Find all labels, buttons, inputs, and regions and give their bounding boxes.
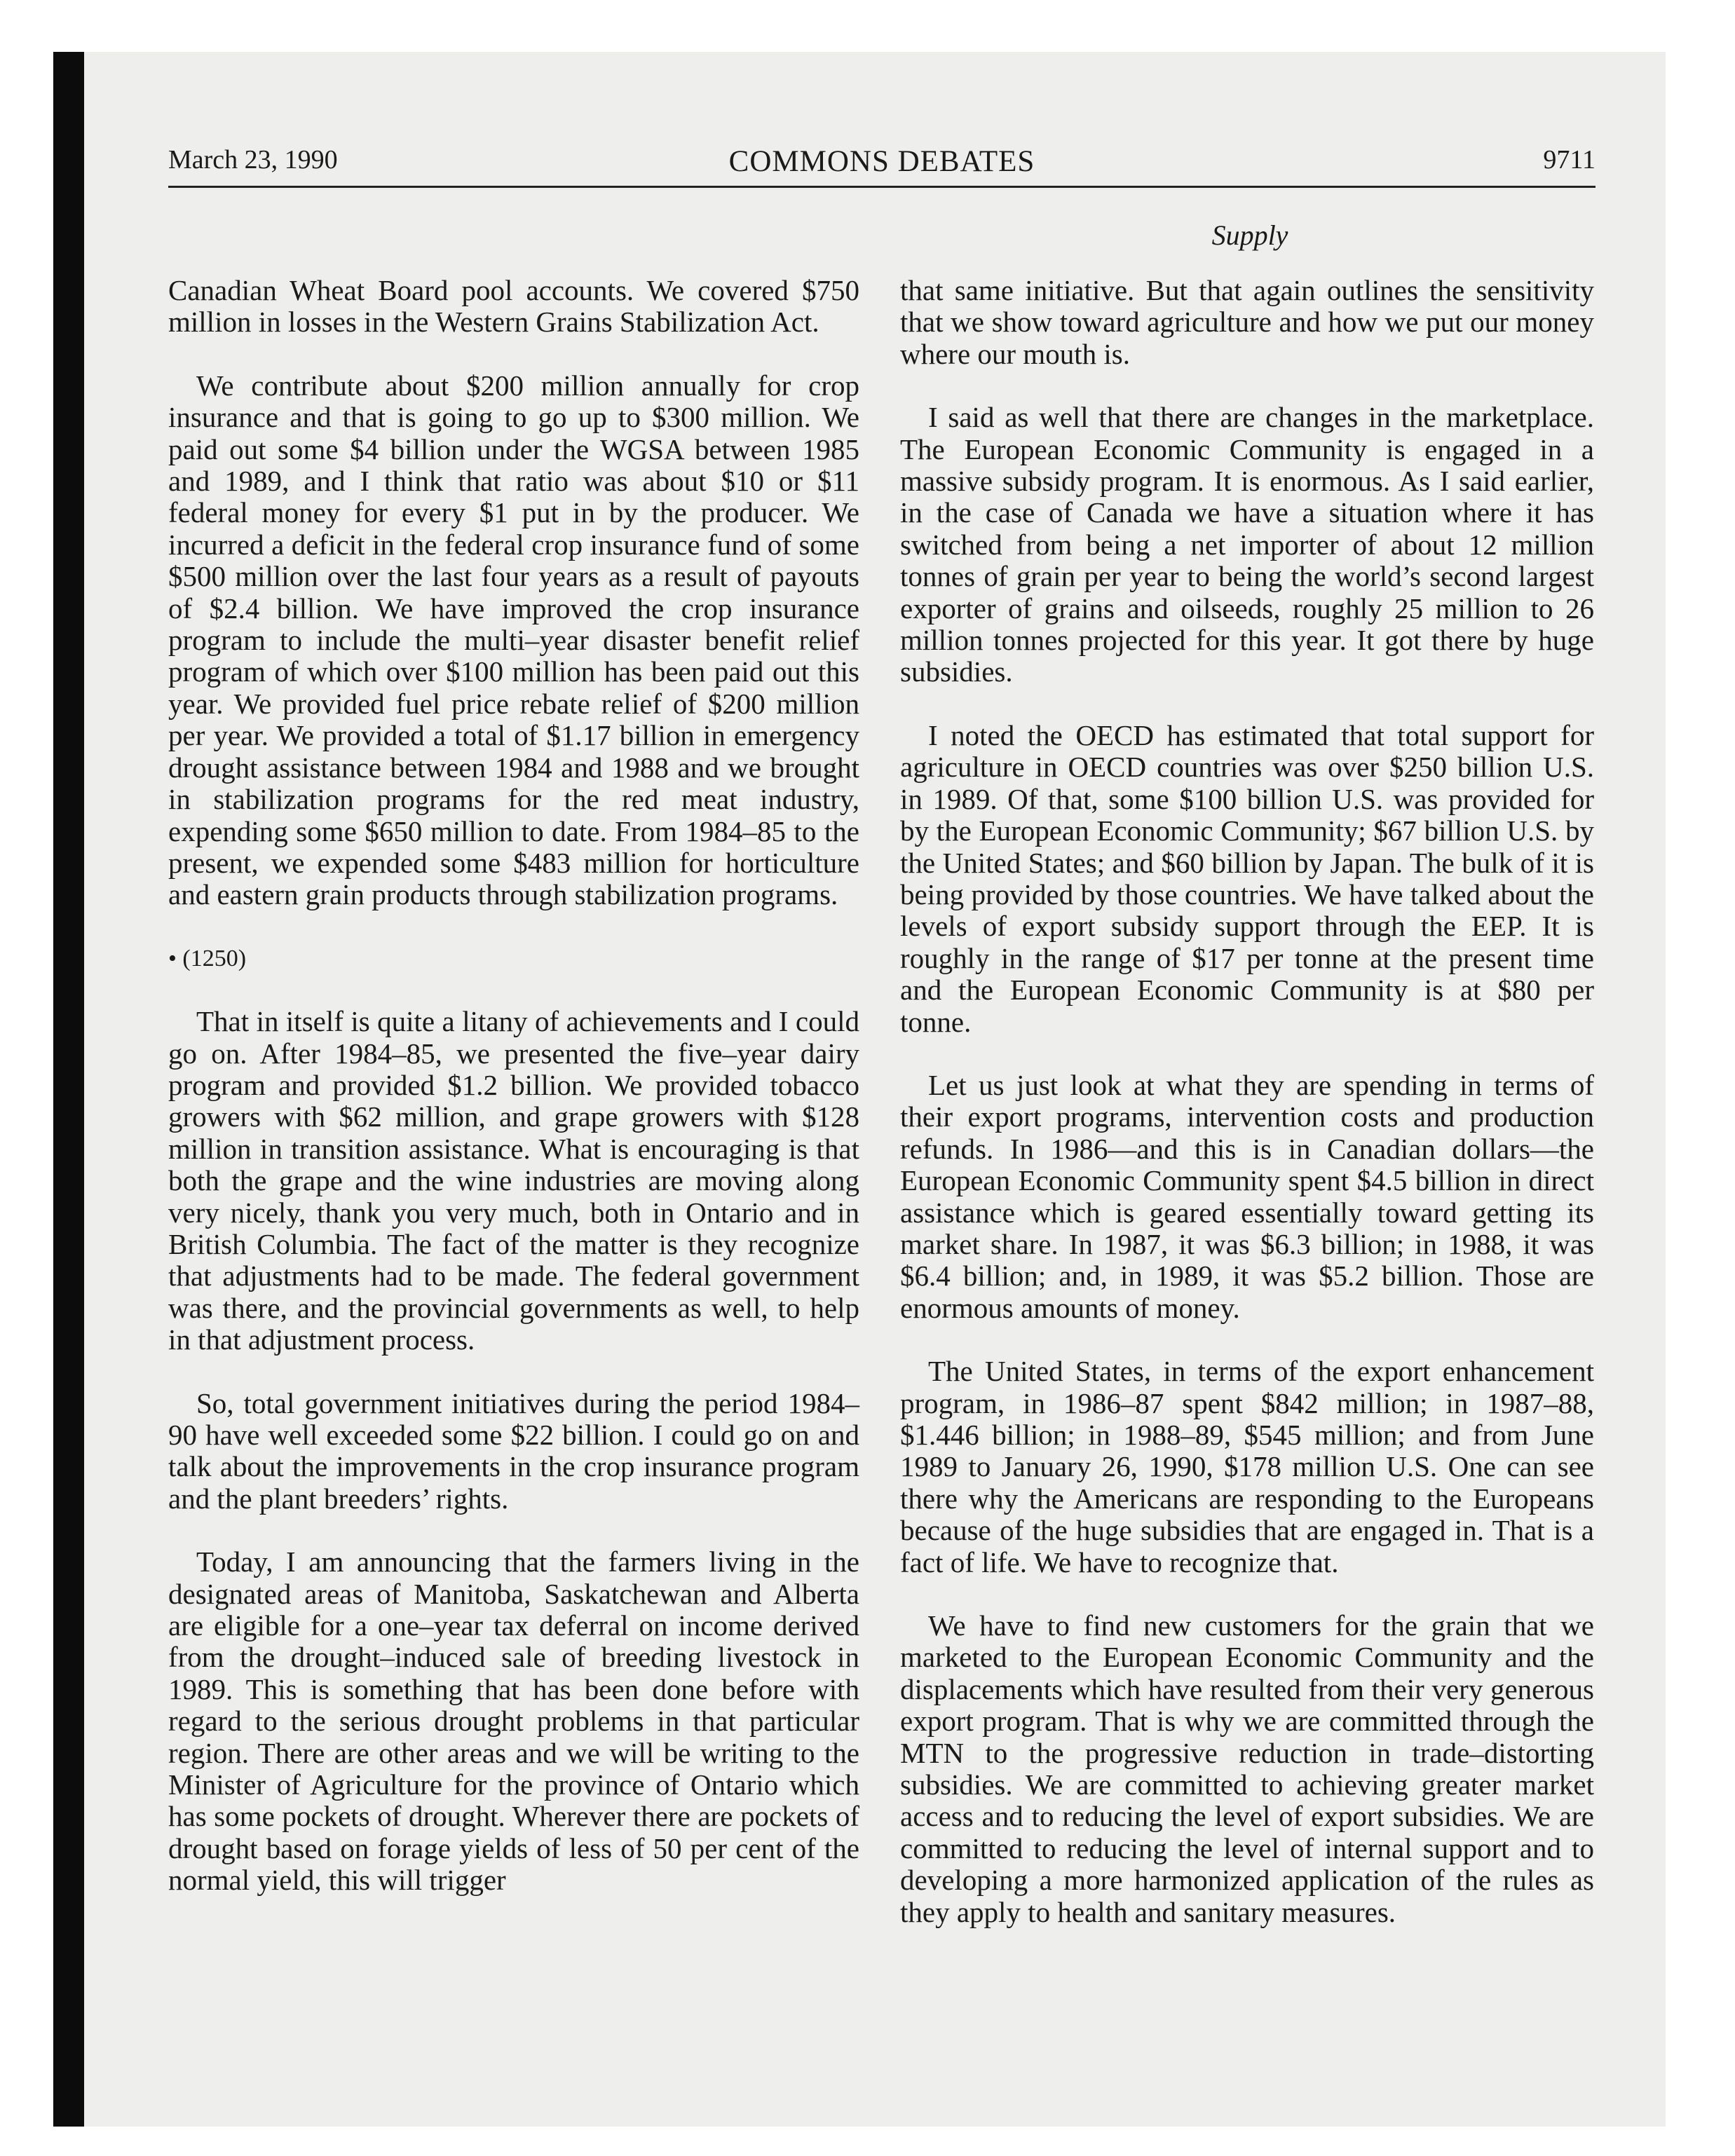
- paragraph: The United States, in terms of the export enhancement program, in 1986–87 spent $842 million; in 1987–88, $1.446 billion; in 1988–89, $545 million; and from June 1989 to January 26, 1990, $178 million U.S. One can see there why the Americans are responding to the Europeans because of the huge subsidies that are engaged in. That is a fact of life. We have to recognize that.: [900, 1355, 1594, 1578]
- header-rule: [168, 186, 1595, 188]
- paragraph: that same initiative. But that again outlines the sensitivity that we show toward agriculture and how we put our money where our mouth is.: [900, 274, 1594, 370]
- left-column: [168, 275, 859, 1928]
- paragraph: I noted the OECD has estimated that total support for agriculture in OECD countries was over $250 billion U.S. in 1989. Of that, some $100 billion U.S. was provided for by the European Economic Community; $67 billion U.S. by the United States; and $60 billion by Japan. The bulk of it is being provided by those countries. We have talked about the levels of export subsidy support through the EEP. It is roughly in the range of $17 per tonne at the present time and the European Economic Community is at $80 per tonne.: [900, 718, 1594, 1038]
- paragraph: Let us just look at what they are spending in terms of their export programs, intervention costs and production refunds. In 1986—and this is in Canadian dollars—the European Economic Community spent $4.5 billion in direct assistance which is geared essentially toward getting its market share. In 1987, it was $6.3 billion; in 1988, it was $6.4 billion; and, in 1989, it was $5.2 billion. Those are enormous amounts of money.: [900, 1068, 1594, 1324]
- paragraph: So, total government initiatives during the period 1984–90 have well exceeded some $22 billion. I could go on and talk about the improvements in the crop insurance program and the plant breeders’ rights.: [168, 1386, 859, 1515]
- section-title: Supply: [1211, 219, 1288, 251]
- paragraph: I said as well that there are changes in the marketplace. The European Economic Community is engaged in a massive subsidy program. It is enormous. As I said earlier, in the case of Canada we have a situation where it has switched from being a net importer of about 12 million tonnes of grain per year to being the world’s second largest exporter of grains and oilseeds, roughly 25 million to 26 million tonnes projected for this year. It got there by huge subsidies.: [900, 401, 1594, 688]
- page-number: 9711: [1543, 145, 1595, 175]
- header-title: COMMONS DEBATES: [728, 145, 1035, 178]
- binding-edge: [53, 52, 84, 2127]
- time-marker: • (1250): [168, 945, 247, 971]
- right-column: [900, 275, 1594, 1960]
- paragraph: We have to find new customers for the grain that we marketed to the European Economic Community and the displacements which have resulted from their very generous export program. That is why we are committed through the MTN to the progressive reduction in trade–distorting subsidies. We are committed to achieving greater market access and to reducing the level of export subsidies. We are committed to reducing the level of internal support and to developing a more harmonized application of the rules as they apply to health and sanitary measures.: [900, 1609, 1594, 1928]
- header-date: March 23, 1990: [168, 145, 338, 175]
- paragraph: We contribute about $200 million annually for crop insurance and that is going to go up to $300 million. We paid out some $4 billion under the WGSA between 1985 and 1989, and I think that ratio was about $10 or $11 federal money for every $1 put in by the producer. We incurred a deficit in the federal crop insurance fund of some $500 million over the last four years as a result of payouts of $2.4 billion. We have improved the crop insurance program to include the multi–year disaster benefit relief program of which over $100 million has been paid out this year. We provided fuel price rebate relief of $200 million per year. We provided a total of $1.17 billion in emergency drought assistance between 1984 and 1988 and we brought in stabilization programs for the red meat industry, expending some $650 million to date. From 1984–85 to the present, we expended some $483 million for horticulture and eastern grain products through stabilization programs.: [168, 369, 859, 911]
- paragraph: Today, I am announcing that the farmers living in the designated areas of Manitoba, Saskatchewan and Alberta are eligible for a one–year tax deferral on income derived from the drought–induced sale of breeding livestock in 1989. This is something that has been done before with regard to the serious drought problems in that particular region. There are other areas and we will be writing to the Minister of Agriculture for the province of Ontario which has some pockets of drought. Wherever there are pockets of drought based on forage yields of less of 50 per cent of the normal yield, this will trigger: [168, 1546, 859, 1897]
- paragraph: Canadian Wheat Board pool accounts. We covered $750 million in losses in the Western Grains Stabilization Act.: [168, 274, 859, 339]
- running-header: [168, 137, 1595, 179]
- paragraph: That in itself is quite a litany of achievements and I could go on. After 1984–85, we presented the five–year dairy program and provided $1.2 billion. We provided tobacco growers with $62 million, and grape growers with $128 million in transition assistance. What is encouraging is that both the grape and the wine industries are moving along very nicely, thank you very much, both in Ontario and in British Columbia. The fact of the matter is they recognize that adjustments had to be made. The federal government was there, and the provincial governments as well, to help in that adjustment process.: [168, 1005, 859, 1356]
